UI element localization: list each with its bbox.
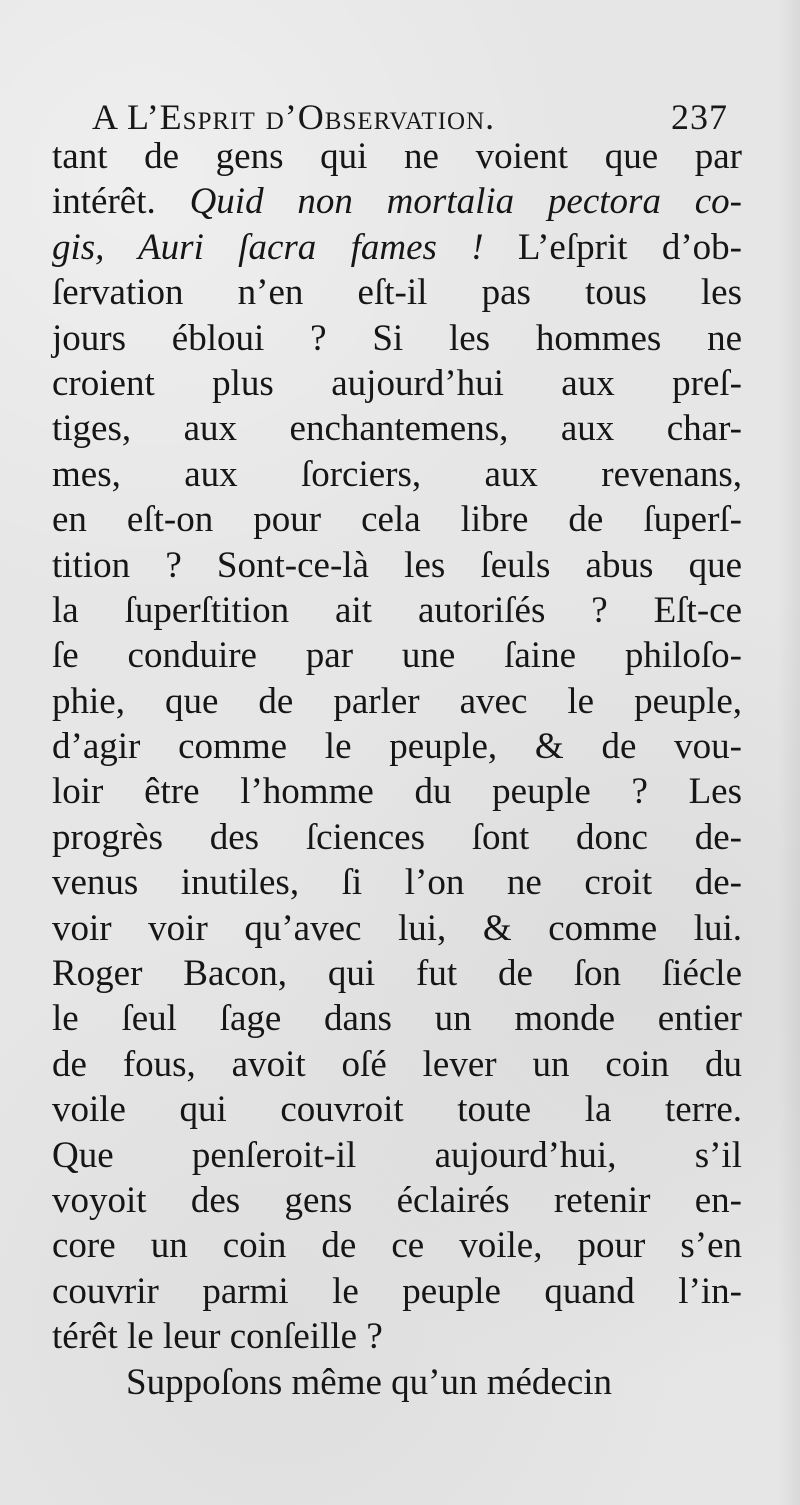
text-line: croient plus aujourd’hui aux preſ- <box>52 362 742 404</box>
body-text <box>52 134 742 1424</box>
text-line: voir voir qu’avec lui, & comme lui. <box>52 907 742 949</box>
text-line: la ſuperſtition ait autoriſés ? Eſt-ce <box>52 589 742 631</box>
text-line: voile qui couvroit toute la terre. <box>52 1089 742 1131</box>
text-line: progrès des ſciences ſont donc de- <box>52 816 742 858</box>
text-line: térêt le leur conſeille ? <box>52 1316 383 1358</box>
text-line: Roger Bacon, qui fut de ſon ſiécle <box>52 953 742 995</box>
text-line: gis, Auri ſacra fames ! L’eſprit d’ob- <box>52 226 742 268</box>
text-line: ſervation n’en eſt-il pas tous les <box>52 272 742 314</box>
running-title: A L’Esprit d’Observation. <box>92 97 496 137</box>
text-line: mes, aux ſorciers, aux revenans, <box>52 453 742 495</box>
latin-quote: gis, Auri ſacra fames ! <box>52 226 484 268</box>
text-line: le ſeul ſage dans un monde entier <box>52 998 742 1040</box>
text-line: phie, que de parler avec le peuple, <box>52 680 742 722</box>
text-line: couvrir parmi le peuple quand l’in- <box>52 1270 742 1312</box>
text-line: jours ébloui ? Si les hommes ne <box>52 317 742 359</box>
text-line: de fous, avoit oſé lever un coin du <box>52 1043 742 1085</box>
text-line: ſe conduire par une ſaine philoſo- <box>52 635 742 677</box>
text-line: venus inutiles, ſi l’on ne croit de- <box>52 862 742 904</box>
text-line: core un coin de ce voile, pour s’en <box>52 1225 742 1267</box>
paragraph-start-line: Suppoſons même qu’un médecin <box>126 1361 613 1403</box>
text-line: en eſt-on pour cela libre de ſuperſ- <box>52 499 742 541</box>
latin-quote: Quid non mortalia pectora co- <box>189 181 743 223</box>
text-line: Que penſeroit-il aujourd’hui, s’il <box>52 1134 742 1176</box>
page-edge-shadow <box>778 0 800 1505</box>
text-line: tition ? Sont-ce-là les ſeuls abus que <box>52 544 742 586</box>
text-line: d’agir comme le peuple, & de vou- <box>52 726 742 768</box>
text-line: voyoit des gens éclairés retenir en- <box>52 1179 742 1221</box>
page-number: 237 <box>671 97 728 137</box>
text-line: tant de gens qui ne voient que par <box>52 136 742 177</box>
text-line: loir être l’homme du peuple ? Les <box>52 771 742 813</box>
text-line: tiges, aux enchantemens, aux char- <box>52 408 742 450</box>
text-line: intérêt. Quid non mortalia pectora co- <box>52 181 743 223</box>
